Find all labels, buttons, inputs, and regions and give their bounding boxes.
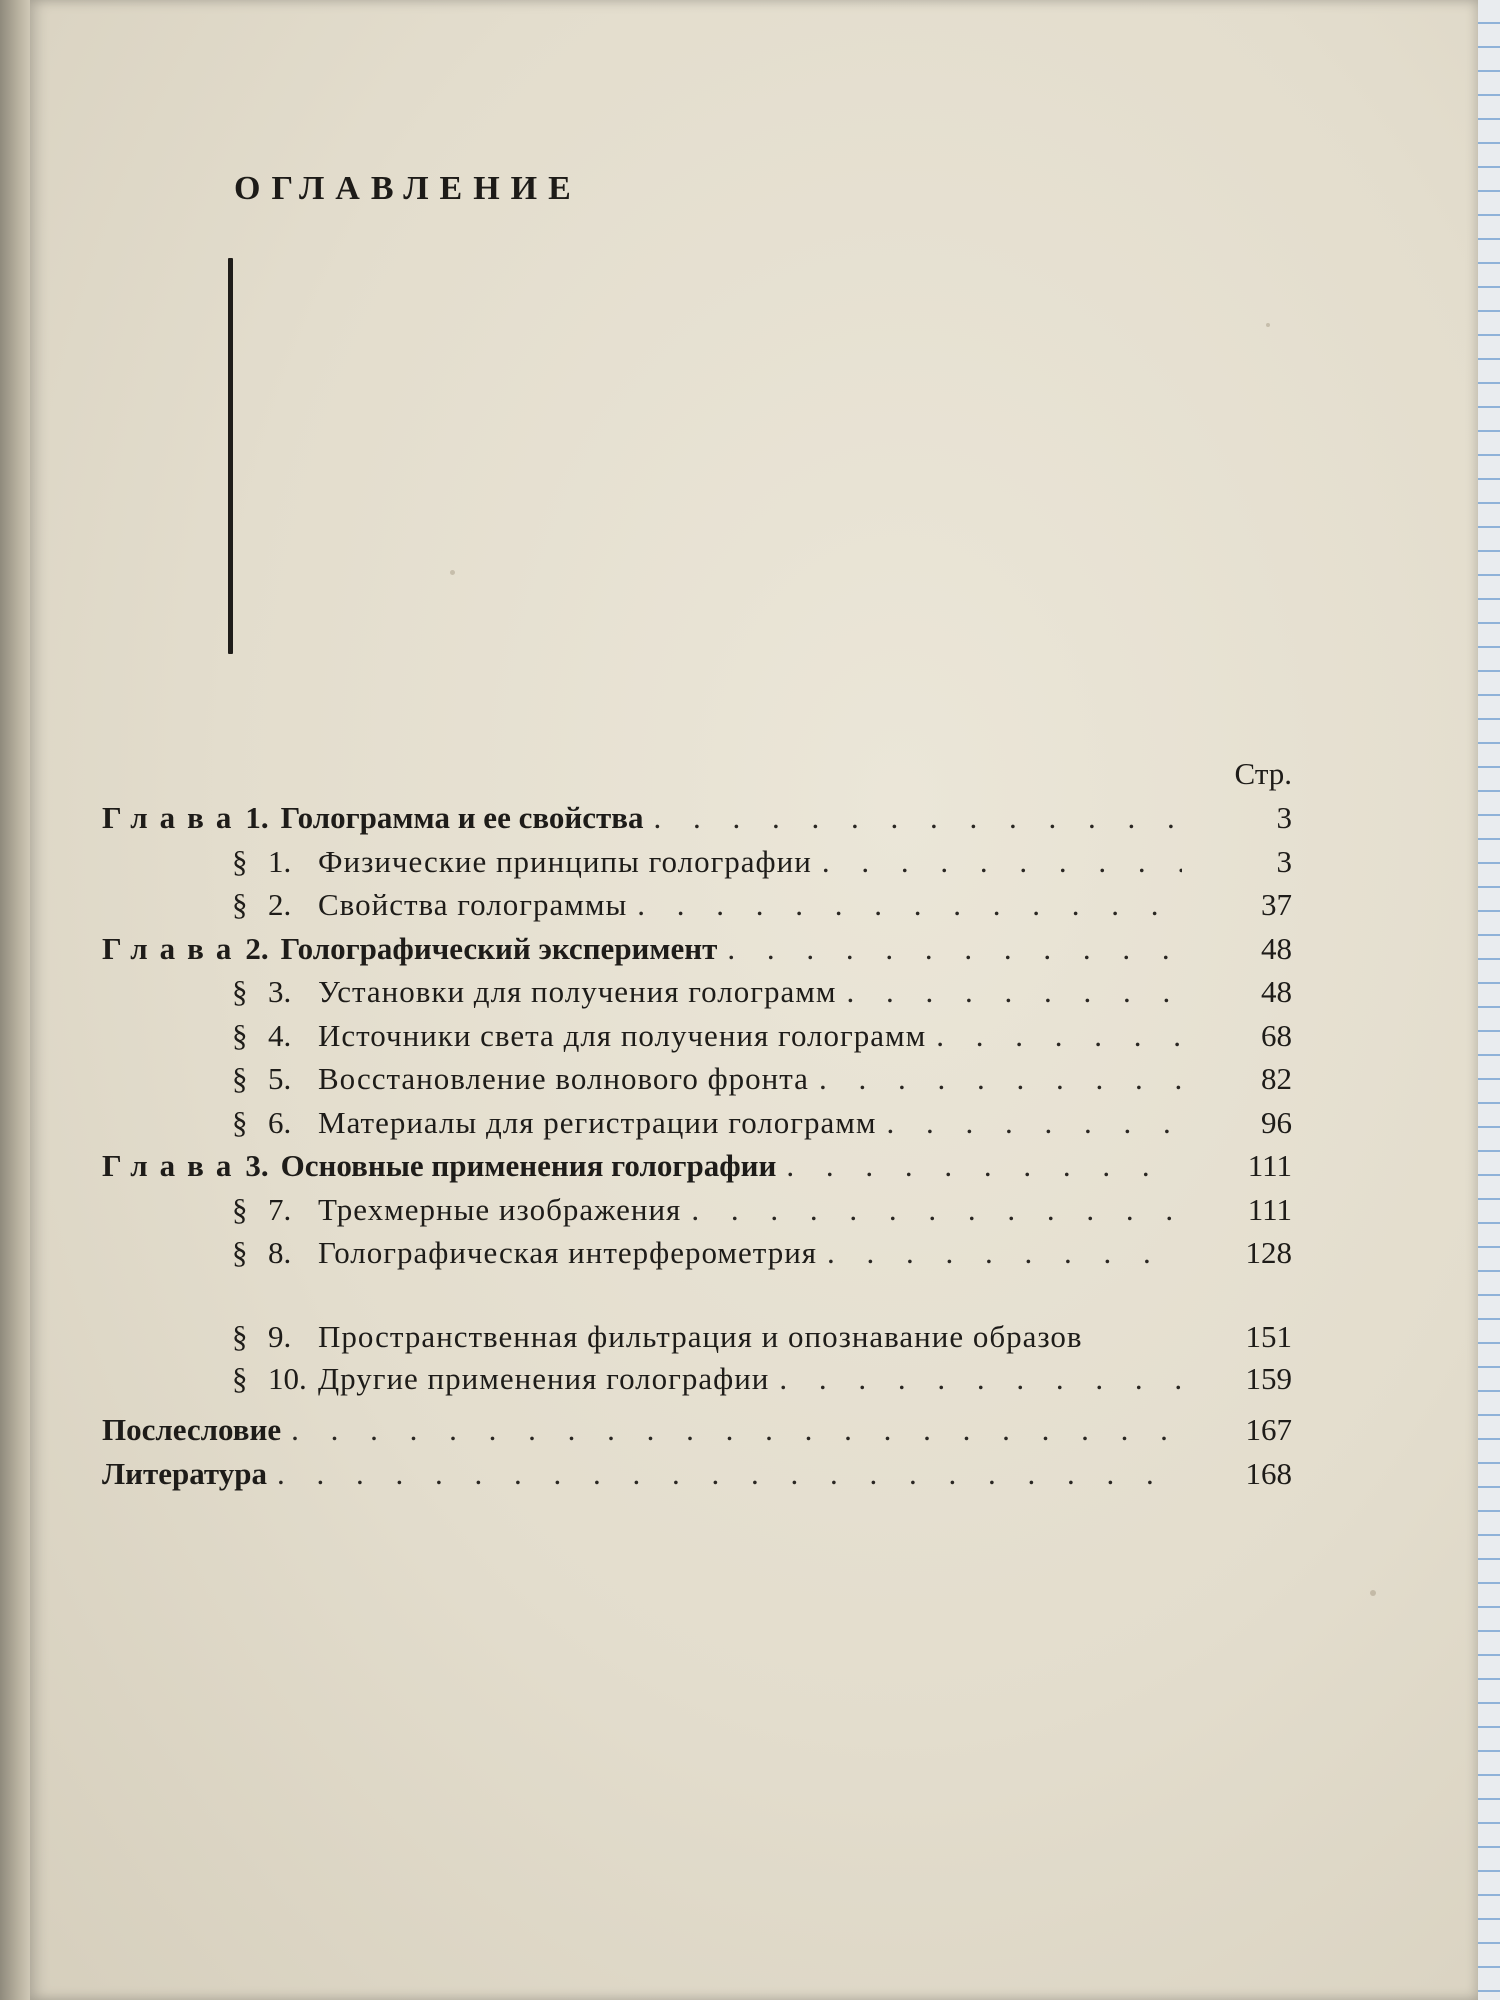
page-column-header: Стр.: [1234, 756, 1292, 791]
toc-entry-section-6: [102, 1101, 1292, 1145]
section-symbol: §: [232, 843, 248, 879]
page-number: 151: [1245, 1318, 1292, 1354]
leader-dots: [643, 796, 1182, 840]
section-number: 1.: [268, 843, 292, 879]
left-page-edge: [0, 0, 34, 2000]
section-title: Установки для получения голограмм: [318, 974, 837, 1009]
leader-dots: [281, 1408, 1182, 1452]
section-title: Свойства голограммы: [318, 887, 628, 922]
page-number: 168: [1245, 1455, 1292, 1491]
page-number: 167: [1245, 1412, 1292, 1447]
section-number: 6.: [268, 1104, 292, 1140]
section-symbol: §: [232, 974, 248, 1009]
paper-speck: [450, 570, 455, 575]
page-number: 48: [1261, 930, 1292, 966]
section-title: Физические принципы голографии: [318, 843, 812, 879]
section-symbol: §: [232, 1104, 248, 1140]
leader-dots: [769, 1357, 1182, 1401]
page-number: 159: [1245, 1360, 1292, 1396]
entry-title: Литература: [102, 1455, 267, 1491]
chapter-number: 3.: [245, 1148, 269, 1183]
section-title: Материалы для регистрации голограмм: [318, 1104, 877, 1140]
section-symbol: §: [232, 1235, 248, 1270]
page-number: 96: [1261, 1104, 1292, 1140]
leader-dots: [877, 1101, 1183, 1145]
paper-speck: [1266, 323, 1270, 327]
toc-entry-section-1: [102, 840, 1292, 884]
page-number: 68: [1261, 1017, 1292, 1053]
page-number: 3: [1276, 800, 1292, 835]
leader-dots: [809, 1057, 1182, 1101]
leader-dots: [776, 1144, 1182, 1188]
section-number: 4.: [268, 1017, 292, 1053]
toc-entry-section-3: [102, 970, 1292, 1014]
page-number: 3: [1276, 843, 1292, 879]
paper-speck: [1370, 1590, 1376, 1596]
toc-entry-chapter-2: [102, 927, 1292, 971]
leader-dots: [267, 1452, 1182, 1496]
section-title: Пространственная фильтрация и опознавание образов: [318, 1318, 1083, 1354]
toc-entry-section-5: [102, 1057, 1292, 1101]
toc-entry-chapter-3: [102, 1144, 1292, 1188]
leader-dots: [717, 927, 1182, 971]
section-number: 9.: [268, 1318, 292, 1354]
section-symbol: §: [232, 1191, 248, 1227]
toc-entry-section-9: [102, 1275, 1292, 1357]
leader-dots: [812, 840, 1182, 884]
table-of-contents: [102, 752, 1292, 1495]
toc-entry-section-8: [102, 1231, 1292, 1275]
chapter-label: Глава: [102, 800, 244, 835]
section-title: Восстановление волнового фронта: [318, 1061, 809, 1096]
section-number: 3.: [268, 974, 292, 1009]
chapter-title: Основные применения голографии: [280, 1148, 777, 1183]
leader-dots: [817, 1231, 1182, 1275]
section-number: 2.: [268, 887, 292, 922]
section-symbol: §: [232, 887, 248, 922]
toc-entry-section-2: [102, 883, 1292, 927]
section-symbol: §: [232, 1017, 248, 1053]
toc-entry-section-4: [102, 1014, 1292, 1058]
page-number: 82: [1261, 1061, 1292, 1096]
section-title: Другие применения голографии: [318, 1360, 770, 1396]
section-number: 7.: [268, 1191, 292, 1227]
page-number: 111: [1247, 1148, 1292, 1183]
section-title: Источники света для получения голограмм: [318, 1017, 927, 1053]
section-number: 10.: [268, 1360, 307, 1396]
chapter-title: Голографический эксперимент: [280, 930, 718, 966]
section-symbol: §: [232, 1061, 248, 1096]
section-symbol: §: [232, 1360, 248, 1396]
chapter-title: Голограмма и ее свойства: [280, 800, 644, 835]
page-number: 111: [1247, 1191, 1292, 1227]
toc-entry-literature: [102, 1452, 1292, 1496]
page-number: 128: [1245, 1235, 1292, 1270]
page-number: 48: [1261, 974, 1292, 1009]
leader-dots: [926, 1014, 1182, 1058]
section-number: 5.: [268, 1061, 292, 1096]
entry-title: Послесловие: [102, 1412, 282, 1447]
toc-entry-section-7: [102, 1188, 1292, 1232]
page-number: 37: [1261, 887, 1292, 922]
leader-dots: [836, 970, 1182, 1014]
leader-dots: [627, 883, 1182, 927]
toc-entry-chapter-1: [102, 796, 1292, 840]
toc-entry-afterword: [102, 1408, 1292, 1452]
page-title: ОГЛАВЛЕНИЕ: [234, 170, 582, 207]
leader-dots: [681, 1188, 1182, 1232]
toc-entry-section-10: [102, 1357, 1292, 1401]
vertical-rule: [228, 258, 233, 654]
section-symbol: §: [232, 1318, 248, 1354]
chapter-number: 2.: [245, 930, 269, 966]
chapter-label: Глава: [102, 1148, 244, 1183]
book-page: [30, 0, 1478, 2000]
chapter-label: Глава: [102, 930, 244, 966]
section-title: Голографическая интерферометрия: [318, 1235, 818, 1270]
section-title: Трехмерные изображения: [318, 1191, 682, 1227]
section-number: 8.: [268, 1235, 292, 1270]
chapter-number: 1.: [245, 800, 269, 835]
